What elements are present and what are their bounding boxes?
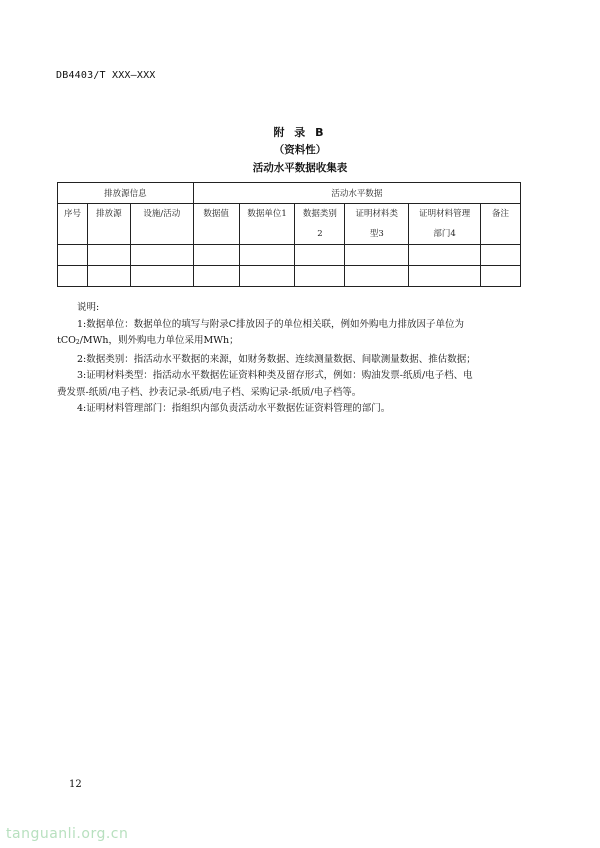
activity-data-table bbox=[57, 182, 521, 287]
note-3: 3:证明材料类型：指活动水平数据佐证资料种类及留存形式，例如：购油发票-纸质/电子档、电 bbox=[77, 370, 473, 381]
col-header-evidence-department: 证明材料管理 部门4 bbox=[409, 204, 481, 245]
col-header-data-category: 数据类别 2 bbox=[295, 204, 345, 245]
notes-heading: 说明: bbox=[77, 302, 100, 313]
note-4: 4:证明材料管理部门：指组织内部负责活动水平数据佐证资料管理的部门。 bbox=[77, 403, 391, 414]
table-row bbox=[58, 245, 521, 266]
col-header-index: 序号 bbox=[58, 204, 88, 245]
col-header-facility-activity: 设施/活动 bbox=[130, 204, 193, 245]
col-header-data-value: 数据值 bbox=[193, 204, 239, 245]
note-3-continued: 费发票-纸质/电子档、抄表记录-纸质/电子档、采购记录-纸质/电子档等。 bbox=[57, 386, 362, 398]
document-code: DB4403/T XXX—XXX bbox=[56, 70, 156, 81]
watermark: tanguanli.org.cn bbox=[6, 826, 129, 842]
col-header-data-unit: 数据单位1 bbox=[239, 204, 295, 245]
group-header-activity-data: 活动水平数据 bbox=[193, 183, 520, 204]
col-header-remarks: 备注 bbox=[481, 204, 521, 245]
note-1: 1:数据单位：数据单位的填写与附录C排放因子的单位相关联，例如外购电力排放因子单位为 bbox=[77, 318, 465, 330]
col-header-evidence-type: 证明材料类 型3 bbox=[345, 204, 409, 245]
col-header-emission-source: 排放源 bbox=[87, 204, 130, 245]
group-header-emission-source: 排放源信息 bbox=[58, 183, 194, 204]
notes-section bbox=[57, 300, 535, 418]
note-1-continued: tCO$_2$/MWh，则外购电力单位采用MWh； bbox=[57, 335, 239, 346]
page-number: 12 bbox=[69, 779, 82, 790]
note-2: 2:数据类别：指活动水平数据的来源，如财务数据、连续测量数据、间歇测量数据、推估数据； bbox=[77, 353, 476, 365]
appendix-title: 活动水平数据收集表 bbox=[252, 162, 348, 174]
appendix-nature: （资料性） bbox=[273, 144, 327, 156]
table-row bbox=[58, 266, 521, 287]
appendix-label: 附 录 B bbox=[273, 126, 327, 139]
